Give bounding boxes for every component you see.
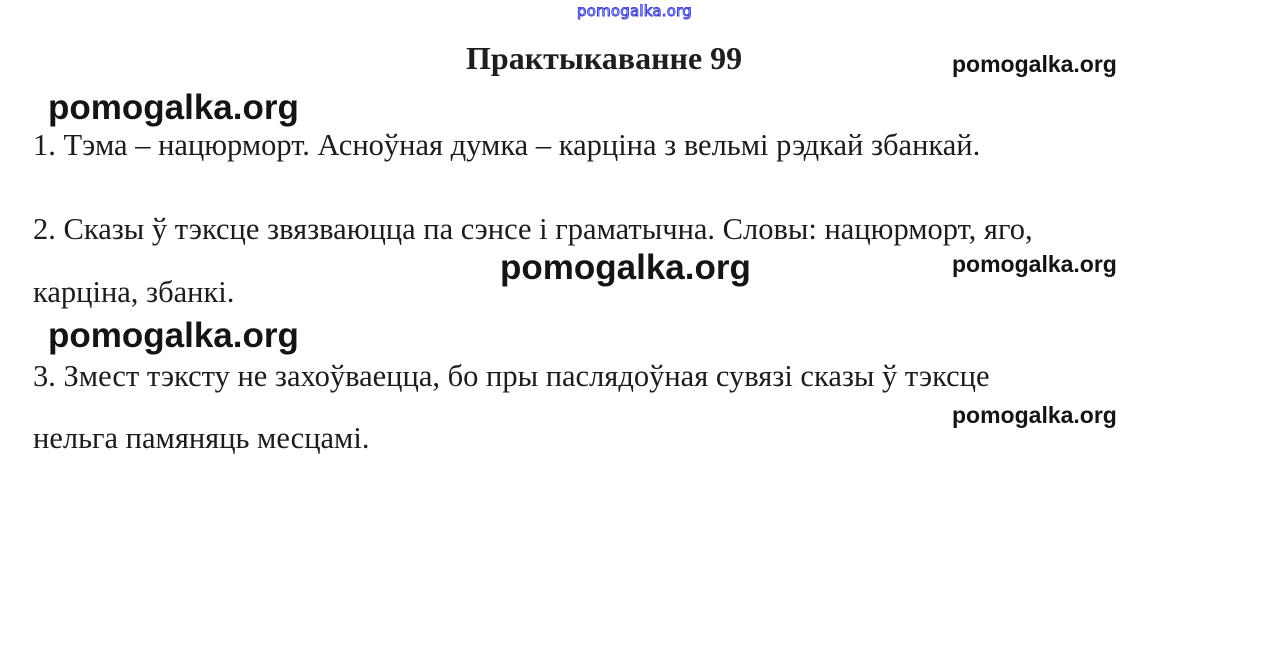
answer-1-line-1: 1. Тэма – нацюрморт. Асноўная думка – карціна з вельмі рэдкай збанкай. <box>33 128 981 162</box>
watermark-left-large-2: pomogalka.org <box>48 316 299 355</box>
answer-3-line-1: 3. Змест тэксту не захоўваецца, бо пры паслядоўная сувязі сказы ў тэксце <box>33 359 990 393</box>
page-title: Практыкаванне 99 <box>466 40 743 76</box>
watermark-center-large: pomogalka.org <box>500 248 751 287</box>
answer-2-line-1: 2. Сказы ў тэксце звязваюцца па сэнсе і граматычна. Словы: нацюрморт, яго, <box>33 212 1033 246</box>
top-watermark: pomogalka.org <box>577 2 692 20</box>
watermark-right-title: pomogalka.org <box>952 51 1117 77</box>
watermark-left-large: pomogalka.org <box>48 88 299 127</box>
watermark-right-bottom: pomogalka.org <box>952 402 1117 428</box>
watermark-right-middle: pomogalka.org <box>952 251 1117 277</box>
answer-2-line-2: карціна, збанкі. <box>33 275 235 309</box>
answer-3-line-2: нельга памяняць месцамі. <box>33 421 370 455</box>
